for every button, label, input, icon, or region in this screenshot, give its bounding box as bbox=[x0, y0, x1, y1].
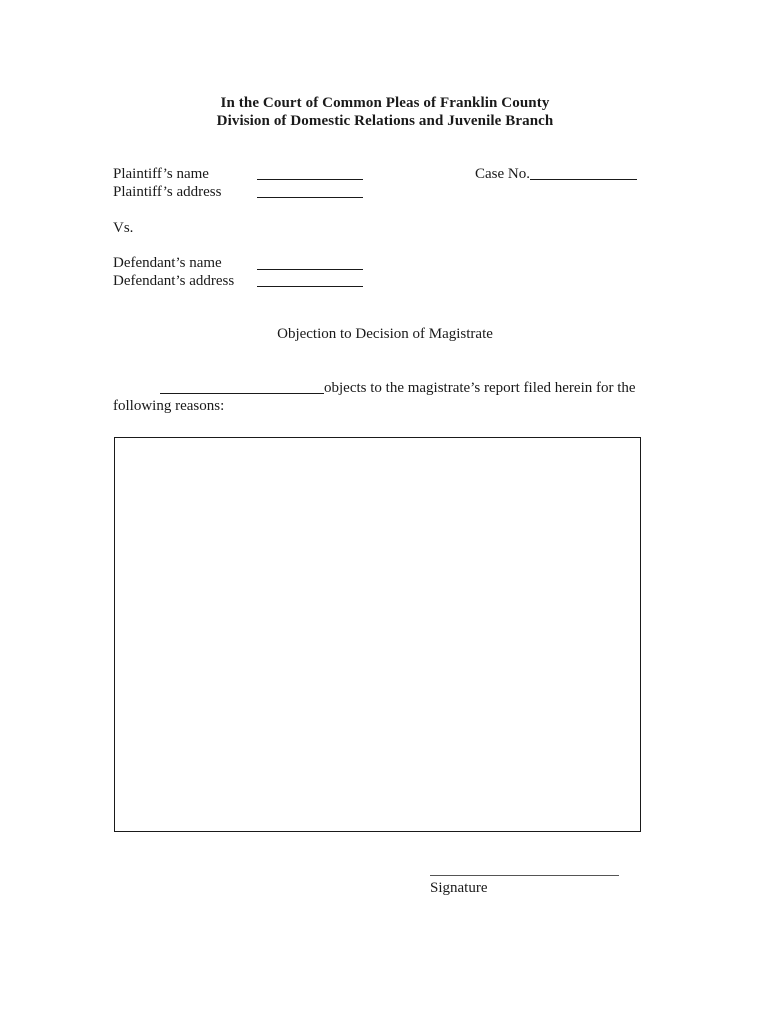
objection-statement: objects to the magistrate’s report filed herein for the bbox=[324, 380, 636, 396]
signature-line[interactable] bbox=[430, 875, 619, 876]
defendant-name-field[interactable] bbox=[257, 269, 363, 270]
signature-label: Signature bbox=[430, 880, 488, 896]
defendant-address-field[interactable] bbox=[257, 286, 363, 287]
versus-label: Vs. bbox=[113, 220, 134, 236]
plaintiff-address-label: Plaintiff’s address bbox=[113, 184, 222, 200]
plaintiff-address-field[interactable] bbox=[257, 197, 363, 198]
case-no-field[interactable] bbox=[530, 179, 637, 180]
defendant-address-label: Defendant’s address bbox=[113, 273, 235, 289]
court-name-heading: In the Court of Common Pleas of Franklin County bbox=[220, 95, 550, 111]
objection-statement-continued: following reasons: bbox=[113, 398, 225, 414]
plaintiff-name-label: Plaintiff’s name bbox=[113, 166, 209, 182]
division-heading: Division of Domestic Relations and Juvenile Branch bbox=[216, 113, 554, 129]
objecting-party-field[interactable] bbox=[160, 393, 324, 394]
plaintiff-name-field[interactable] bbox=[257, 179, 363, 180]
defendant-name-label: Defendant’s name bbox=[113, 255, 222, 271]
case-no-label: Case No. bbox=[475, 166, 530, 182]
reasons-text-area[interactable] bbox=[114, 437, 641, 832]
document-title: Objection to Decision of Magistrate bbox=[277, 326, 493, 342]
